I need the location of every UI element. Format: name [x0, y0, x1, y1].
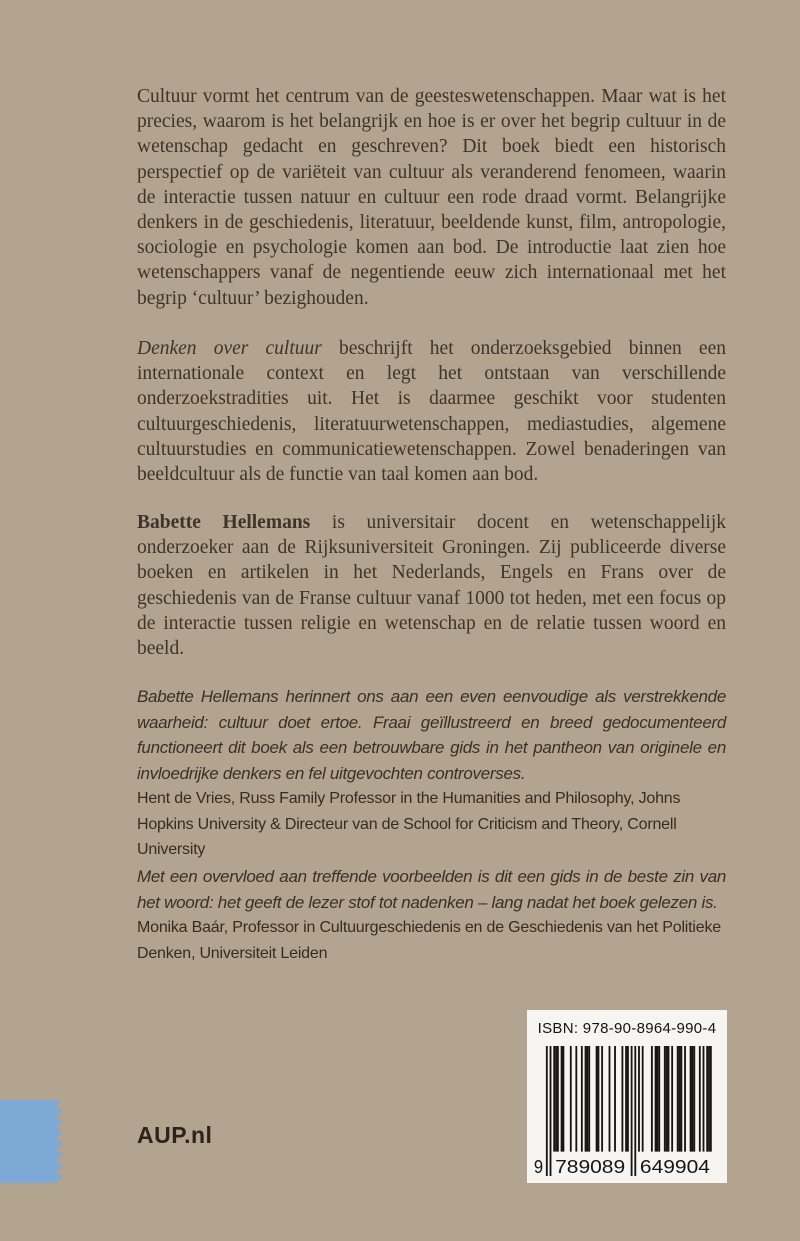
blurb-paragraph-1: Cultuur vormt het centrum van de geesteswetenschappen. Maar wat is het precies, waarom is het belangrijk en hoe is er over het begrip cultuur in de wetenschap gedacht en geschreven? Dit boek biedt een historisch perspectief op de variëteit van cultuur als veranderend fenomeen, waarin de interactie tussen natuur en cultuur een rode draad vormt. Belangrijke denkers in de geschiedenis, literatuur, beeldende kunst, film, antropologie, sociologie en psychologie komen aan bod. De introductie laat zien hoe wetenschappers vanaf de negentiende eeuw zich internationaal met het begrip ‘cultuur’ bezighouden. [137, 86, 726, 309]
isbn-label: ISBN: 978-90-8964-990-4 [537, 1020, 717, 1037]
endorsement-1-attribution: Hent de Vries, Russ Family Professor in the Humanities and Philosophy, Johns Hopkins University & Directeur van de School for Criticism and Theory, Cornell University [137, 790, 681, 858]
endorsement-1-quote: Babette Hellemans herinnert ons aan een even eenvoudige als verstrekkende waarheid: cultuur doet ertoe. Fraai geïllustreerd en breed gedocumenteerd functioneert dit boek als een betrouwbare gids in het pantheon van originele en invloedrijke denkers en fel uitgevochten controverses. [137, 687, 726, 783]
author-bio-rest: is universitair docent en wetenschappelijk onderzoeker aan de Rijksuniversiteit Groningen. Zij publiceerde diverse boeken en artikelen in het Nederlands, Engels en Frans over de geschiedenis van de Franse cultuur vanaf 1000 tot heden, met een focus op de interactie tussen religie en wetenschap en de relatie tussen woord en beeld. [137, 512, 726, 660]
endorsement-1 [137, 684, 726, 863]
isbn-barcode-panel [527, 1010, 727, 1183]
svg-text:9: 9 [533, 1156, 544, 1176]
blurb-paragraph-2-rest: beschrijft het onderzoeksgebied binnen een internationale context en legt het ontstaan van verschillende onderzoekstradities uit. Het is daarmee geschikt voor studenten cultuurgeschiedenis, literatuurwetenschappen, mediastudies, algemene cultuurstudies en communicatiewetenschappen. Zowel benaderingen van beeldcultuur als de functie van taal komen aan bod. [137, 338, 726, 486]
blurb-paragraph-2 [137, 336, 726, 487]
author-bio-paragraph [137, 510, 726, 661]
spine-stamp-shape [0, 1100, 63, 1183]
publisher-logo: AUP.nl [137, 1122, 213, 1148]
svg-text:649904: 649904 [639, 1156, 711, 1176]
ean13-barcode [533, 1046, 721, 1176]
endorsement-2 [137, 864, 726, 966]
spine-stamp [0, 1100, 63, 1183]
book-title-italic: Denken over cultuur [137, 338, 322, 359]
endorsement-2-attribution: Monika Baár, Professor in Cultuurgeschiedenis en de Geschiedenis van het Politieke Denken, Universiteit Leiden [137, 919, 721, 962]
svg-text:789089: 789089 [555, 1156, 626, 1176]
endorsement-2-quote: Met een overvloed aan treffende voorbeelden is dit een gids in de beste zin van het woord: het geeft de lezer stof tot nadenken – lang nadat het boek gelezen is. [137, 867, 726, 912]
author-name: Babette Hellemans [137, 512, 311, 533]
